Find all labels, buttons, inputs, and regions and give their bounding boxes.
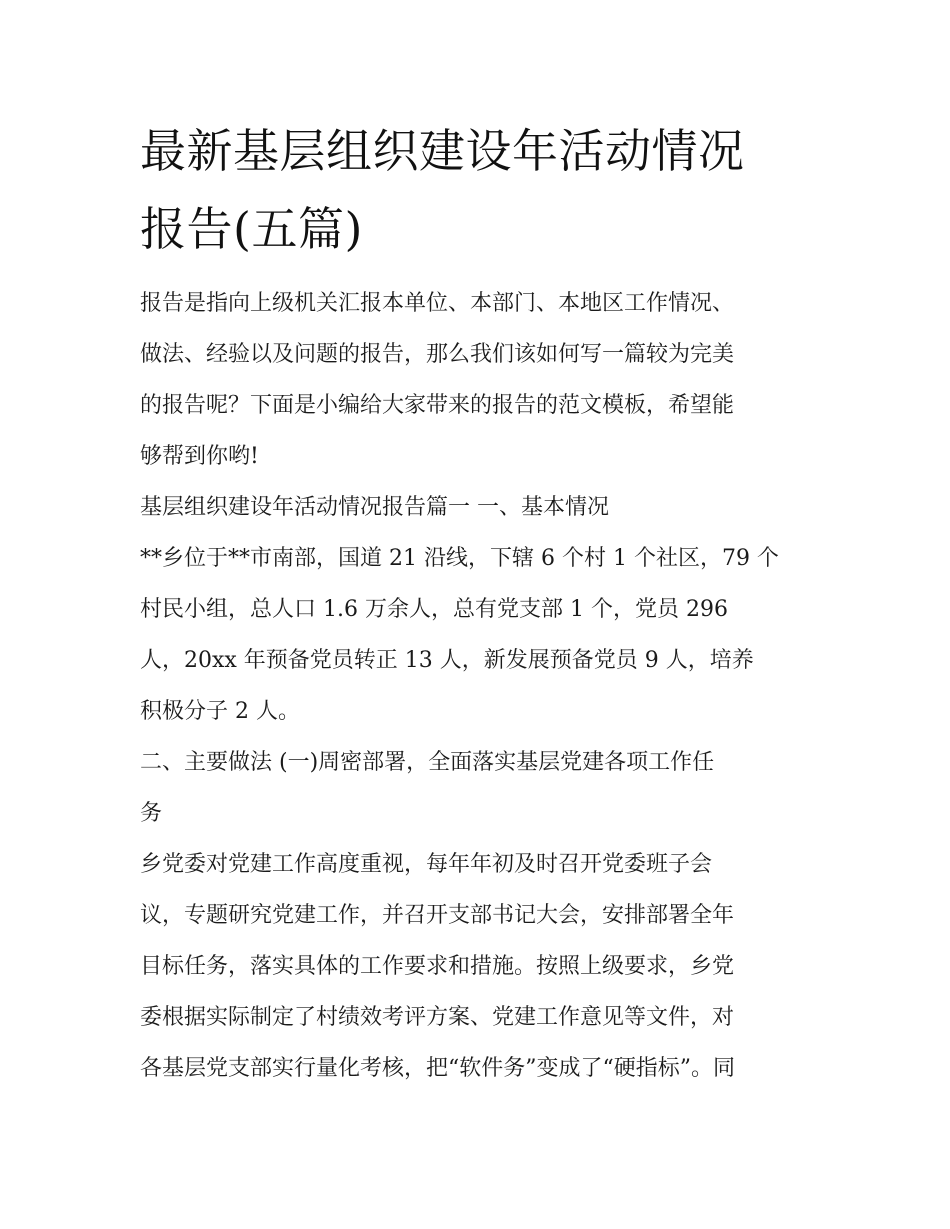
intro-line: 报告是指向上级机关汇报本单位、本部门、本地区工作情况、 (140, 291, 735, 316)
section-heading: 务 (140, 801, 163, 826)
title-line: 报告(五篇) (140, 202, 363, 256)
body-line: 议，专题研究党建工作，并召开支部书记大会，安排部署全年 (140, 903, 735, 928)
body-line: 各基层党支部实行量化考核，把“软件务”变成了“硬指标”。同 (140, 1056, 735, 1081)
section-heading: 基层组织建设年活动情况报告篇一 一、基本情况 (140, 495, 609, 520)
body-line: 目标任务，落实具体的工作要求和措施。按照上级要求，乡党 (140, 954, 735, 979)
intro-line: 够帮到你哟! (140, 444, 259, 469)
intro-line: 做法、经验以及问题的报告，那么我们该如何写一篇较为完美 (140, 342, 735, 367)
body-line: 村民小组，总人口 1.6 万余人，总有党支部 1 个，党员 296 (140, 597, 728, 622)
body-line: 乡党委对党建工作高度重视，每年年初及时召开党委班子会 (140, 852, 713, 877)
intro-line: 的报告呢？下面是小编给大家带来的报告的范文模板，希望能 (140, 393, 735, 418)
body-line: **乡位于**市南部，国道 21 沿线，下辖 6 个村 1 个社区，79 个 (140, 546, 779, 571)
body-line: 积极分子 2 人。 (140, 699, 300, 724)
document-body (140, 278, 830, 1094)
section-heading: 二、主要做法 (一)周密部署，全面落实基层党建各项工作任 (140, 750, 715, 775)
title-line: 最新基层组织建设年活动情况 (140, 124, 745, 178)
body-line: 委根据实际制定了村绩效考评方案、党建工作意见等文件，对 (140, 1005, 735, 1030)
document-title (140, 112, 820, 268)
body-line: 人，20xx 年预备党员转正 13 人，新发展预备党员 9 人，培养 (140, 648, 754, 673)
